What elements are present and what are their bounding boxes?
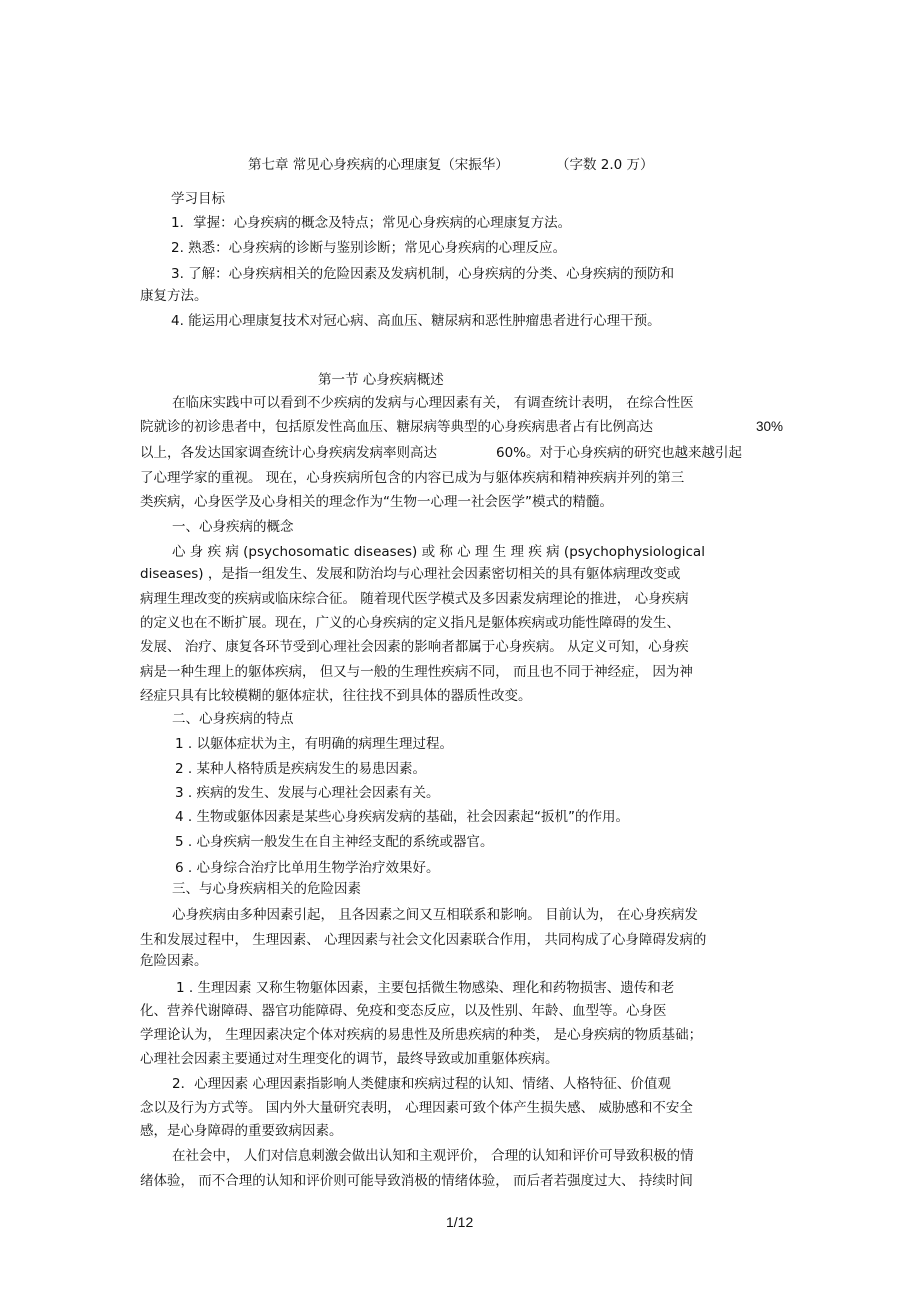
paragraph-line: 了心理学家的重视。 现在，心身疾病所包含的内容已成为与躯体疾病和精神疾病并列的第三 xyxy=(140,470,685,486)
paragraph-line: 在社会中， 人们对信息刺激会做出认知和主观评价， 合理的认知和评价可导致积极的情 xyxy=(172,1148,694,1164)
paragraph-line: 学理论认为， 生理因素决定个体对疾病的易患性及所患疾病的种类， 是心身疾病的物质基础； xyxy=(140,1027,703,1043)
paragraph-line: 类疾病，心身医学及心身相关的理念作为“生物一心理一社会医学”模式的精髓。 xyxy=(140,494,613,510)
objective-item-3b: 康复方法。 xyxy=(140,288,208,304)
paragraph-line: 2．心理因素 心理因素指影响人类健康和疾病过程的认知、情绪、人格特征、价值观 xyxy=(172,1076,671,1092)
paragraph-line: 的定义也在不断扩展。现在，广义的心身疾病的定义指凡是躯体疾病或功能性障碍的发生、 xyxy=(140,615,680,631)
objective-item-2: 2. 熟悉：心身疾病的诊断与鉴别诊断；常见心身疾病的心理反应。 xyxy=(171,240,567,256)
subheading-features: 二、心身疾病的特点 xyxy=(172,711,294,727)
paragraph-line: 生和发展过程中， 生理因素、 心理因素与社会文化因素联合作用， 共同构成了心身障碍发病的 xyxy=(140,932,707,948)
chapter-title: 第七章 常见心身疾病的心理康复（宋振华） xyxy=(248,157,509,173)
paragraph-line: 院就诊的初诊患者中，包括原发性高血压、糖尿病等典型的心身疾病患者占有比例高达 xyxy=(140,419,653,435)
list-item: 4 . 生物或躯体因素是某些心身疾病发病的基础，社会因素起“扳机”的作用。 xyxy=(175,809,629,825)
objective-item-3a: 3. 了解：心身疾病相关的危险因素及发病机制，心身疾病的分类、心身疾病的预防和 xyxy=(171,266,675,282)
paragraph-line: 危险因素。 xyxy=(140,953,208,969)
objective-item-4: 4. 能运用心理康复技术对冠心病、高血压、糖尿病和恶性肿瘤患者进行心理干预。 xyxy=(171,313,661,329)
paragraph-line: 以上，各发达国家调查统计心身疾病发病率则高达 xyxy=(140,445,437,461)
paragraph-line: 经症只具有比较模糊的躯体症状，往往找不到具体的器质性改变。 xyxy=(140,688,532,704)
subheading-risk: 三、与心身疾病相关的危险因素 xyxy=(172,881,361,897)
list-item: 6 . 心身综合治疗比单用生物学治疗效果好。 xyxy=(175,860,440,876)
paragraph-line: 心 身 疾 病 (psychosomatic diseases) 或 称 心 理 生 理 疾 病 (psychophysiological xyxy=(172,544,705,560)
section-heading: 第一节 心身疾病概述 xyxy=(318,372,444,388)
paragraph-line: 1 . 生理因素 又称生物躯体因素，主要包括微生物感染、理化和药物损害、遗传和老 xyxy=(176,980,675,996)
paragraph-line: 60%。对于心身疾病的研究也越来越引起 xyxy=(496,445,743,461)
paragraph-line: 30% xyxy=(756,419,784,434)
page-number: 1/12 xyxy=(446,1214,474,1230)
paragraph-line: diseases) ，是指一组发生、发展和防治均与心理社会因素密切相关的具有躯体病理改变或 xyxy=(140,566,681,582)
paragraph-line: 病是一种生理上的躯体疾病， 但又与一般的生理性疾病不同， 而且也不同于神经症， 因为神 xyxy=(140,664,693,680)
paragraph-line: 化、营养代谢障碍、器官功能障碍、免疫和变态反应，以及性别、年龄、血型等。心身医 xyxy=(140,1003,667,1019)
list-item: 1 . 以躯体症状为主，有明确的病理生理过程。 xyxy=(175,736,453,752)
paragraph-line: 心身疾病由多种因素引起， 且各因素之间又互相联系和影响。 目前认为， 在心身疾病发 xyxy=(172,907,698,923)
subheading-concept: 一、心身疾病的概念 xyxy=(172,519,294,535)
paragraph-line: 心理社会因素主要通过对生理变化的调节，最终导致或加重躯体疾病。 xyxy=(140,1051,559,1067)
paragraph-line: 感，是心身障碍的重要致病因素。 xyxy=(140,1123,343,1139)
paragraph-line: 发展、 治疗、康复各环节受到心理社会因素的影响者都属于心身疾病。 从定义可知，心身疾 xyxy=(140,639,689,655)
objective-item-1: 1．掌握：心身疾病的概念及特点；常见心身疾病的心理康复方法。 xyxy=(171,215,572,231)
paragraph-line: 绪体验， 而不合理的认知和评价则可能导致消极的情绪体验， 而后者若强度过大、 持续时间 xyxy=(140,1173,693,1189)
paragraph-line: 念以及行为方式等。 国内外大量研究表明， 心理因素可致个体产生损失感、 威胁感和不安全 xyxy=(140,1100,693,1116)
paragraph-line: 病理生理改变的疾病或临床综合征。 随着现代医学模式及多因素发病理论的推进， 心身疾病 xyxy=(140,591,689,607)
word-count: （字数 2.0 万） xyxy=(556,157,654,173)
list-item: 3 . 疾病的发生、发展与心理社会因素有关。 xyxy=(175,785,440,801)
objectives-heading: 学习目标 xyxy=(171,191,225,207)
list-item: 5 . 心身疾病一般发生在自主神经支配的系统或器官。 xyxy=(175,834,494,850)
paragraph-line: 在临床实践中可以看到不少疾病的发病与心理因素有关， 有调查统计表明， 在综合性医 xyxy=(172,395,694,411)
list-item: 2 . 某种人格特质是疾病发生的易患因素。 xyxy=(175,761,426,777)
